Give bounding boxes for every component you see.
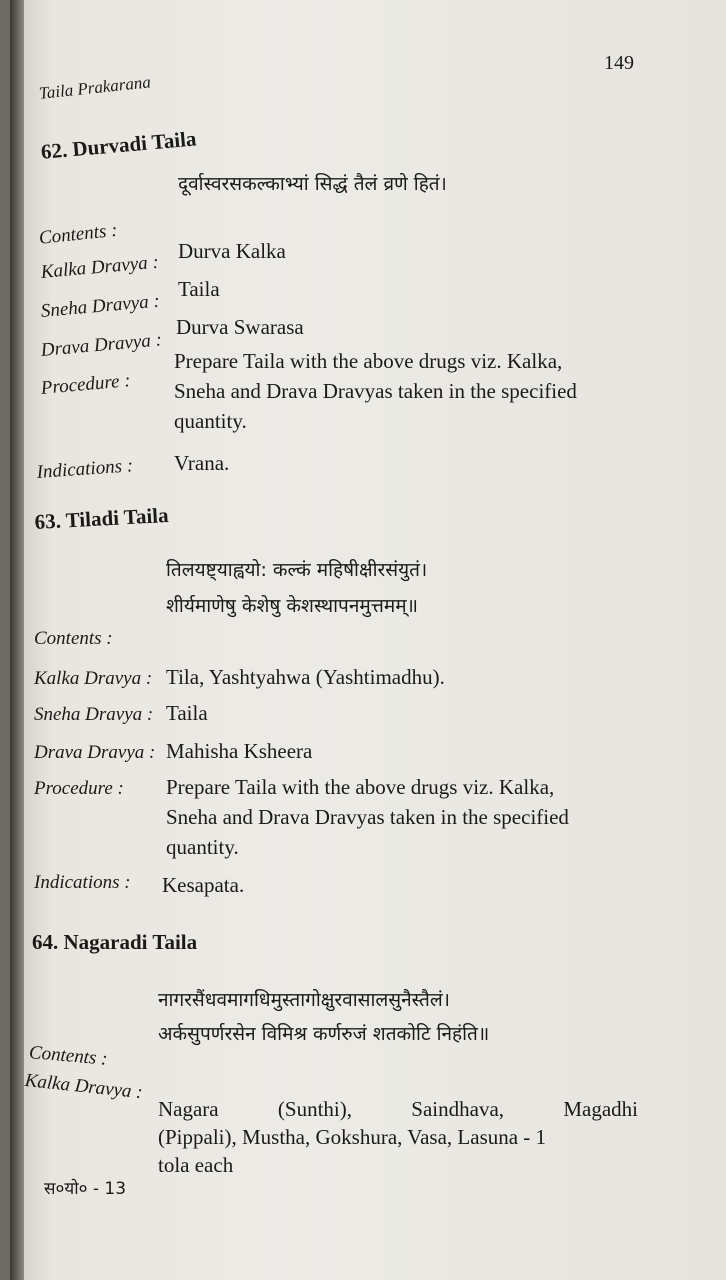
book-spine: [10, 0, 24, 1280]
kalka-label-63: Kalka Dravya :: [34, 668, 153, 689]
contents-label-62: Contents :: [38, 219, 119, 249]
procedure-63-line-2: Sneha and Drava Dravyas taken in the specified: [166, 805, 569, 829]
verse-64-line-2: अर्कसुपर्णरसेन विमिश्र कर्णरुजं शतकोटि निहंति॥: [158, 1023, 490, 1045]
kalka-64-line-2: (Pippali), Mustha, Gokshura, Vasa, Lasuna - 1: [158, 1125, 547, 1149]
section-heading-64: 64. Nagaradi Taila: [32, 930, 198, 954]
section-heading-62: 62. Durvadi Taila: [40, 126, 198, 164]
procedure-62-line-1: Prepare Taila with the above drugs viz. Kalka,: [174, 349, 563, 373]
sneha-value-62: Taila: [178, 277, 220, 301]
verse-62-line-1: दूर्वास्वरसकल्काभ्यां सिद्धं तैलं व्रणे हितं।: [178, 173, 447, 195]
verse-63-line-1: तिलयष्ट्याह्वयो: कल्कं महिषीक्षीरसंयुतं।: [166, 559, 428, 581]
section-heading-63: 63. Tiladi Taila: [34, 502, 170, 534]
kalka-value-62: Durva Kalka: [178, 239, 286, 263]
sneha-label-62: Sneha Dravya :: [40, 290, 161, 322]
sneha-label-63: Sneha Dravya :: [34, 704, 154, 725]
procedure-62-line-2: Sneha and Drava Dravyas taken in the specified: [174, 379, 577, 403]
verse-63-line-2: शीर्यमाणेषु केशेषु केशस्थापनमुत्तमम्॥: [166, 595, 418, 617]
drava-value-62: Durva Swarasa: [176, 315, 304, 339]
kalka-label-64: Kalka Dravya :: [23, 1070, 144, 1104]
contents-label-63: Contents :: [34, 628, 113, 649]
kalka-label-62: Kalka Dravya :: [40, 251, 160, 283]
procedure-label-63: Procedure :: [34, 778, 124, 799]
page-number: 149: [604, 52, 634, 74]
indications-label-63: Indications :: [34, 872, 131, 893]
drava-value-63: Mahisha Ksheera: [166, 739, 313, 763]
indications-value-62: Vrana.: [174, 451, 230, 475]
book-page: [10, 0, 726, 1280]
procedure-63-line-3: quantity.: [166, 835, 239, 859]
sneha-value-63: Taila: [166, 701, 208, 725]
verse-64-line-1: नागरसैंधवमागधिमुस्तागोक्षुरवासालसुनैस्तैलं।: [158, 989, 450, 1011]
contents-label-64: Contents :: [28, 1042, 109, 1070]
drava-label-62: Drava Dravya :: [40, 329, 163, 361]
procedure-63-line-1: Prepare Taila with the above drugs viz. Kalka,: [166, 775, 555, 799]
procedure-label-62: Procedure :: [40, 370, 132, 399]
running-title: Taila Prakarana: [38, 72, 152, 103]
indications-label-62: Indications :: [36, 455, 134, 483]
signature-mark: स०यो० - 13: [44, 1179, 127, 1199]
procedure-62-line-3: quantity.: [174, 409, 247, 433]
indications-value-63: Kesapata.: [162, 873, 245, 897]
kalka-64-line-1: Nagara (Sunthi), Saindhava, Magadhi: [158, 1097, 638, 1121]
drava-label-63: Drava Dravya :: [34, 742, 156, 763]
kalka-value-63: Tila, Yashtyahwa (Yashtimadhu).: [166, 665, 445, 689]
kalka-64-line-3: tola each: [158, 1153, 234, 1177]
